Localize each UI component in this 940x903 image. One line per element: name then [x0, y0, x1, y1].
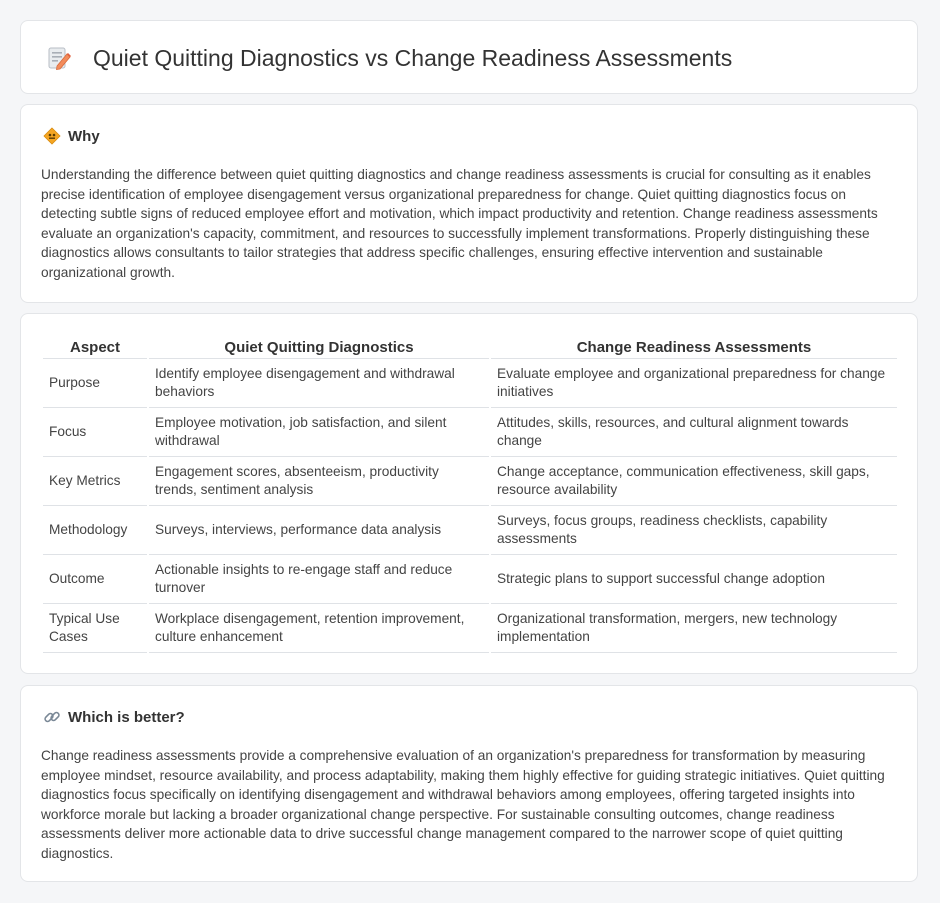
table-row [43, 359, 897, 408]
table-row [43, 408, 897, 457]
cell-change-readiness: Organizational transformation, mergers, new technology implementation [491, 604, 897, 653]
better-heading: Which is better? [68, 708, 185, 726]
title-row [45, 43, 732, 73]
document-pencil-icon [45, 44, 73, 72]
cell-quiet-quitting: Engagement scores, absenteeism, productivity trends, sentiment analysis [149, 457, 489, 506]
cell-aspect: Typical Use Cases [43, 604, 147, 653]
table-header-row [43, 336, 897, 359]
cell-change-readiness: Evaluate employee and organizational preparedness for change initiatives [491, 359, 897, 408]
cell-aspect: Outcome [43, 555, 147, 604]
cell-aspect: Key Metrics [43, 457, 147, 506]
header-change-readiness: Change Readiness Assessments [491, 336, 897, 359]
table-row [43, 506, 897, 555]
cell-quiet-quitting: Identify employee disengagement and withdrawal behaviors [149, 359, 489, 408]
link-icon [43, 708, 61, 726]
cell-aspect: Methodology [43, 506, 147, 555]
cell-change-readiness: Change acceptance, communication effectiveness, skill gaps, resource availability [491, 457, 897, 506]
cell-quiet-quitting: Surveys, interviews, performance data analysis [149, 506, 489, 555]
cell-aspect: Purpose [43, 359, 147, 408]
why-section [20, 104, 918, 303]
cell-quiet-quitting: Workplace disengagement, retention improvement, culture enhancement [149, 604, 489, 653]
why-heading: Why [68, 127, 100, 145]
table-row [43, 555, 897, 604]
header-aspect: Aspect [43, 336, 147, 359]
better-header [43, 708, 185, 726]
which-is-better-section [20, 685, 918, 882]
cell-aspect: Focus [43, 408, 147, 457]
table-row [43, 457, 897, 506]
cell-change-readiness: Attitudes, skills, resources, and cultural alignment towards change [491, 408, 897, 457]
cell-quiet-quitting: Employee motivation, job satisfaction, and silent withdrawal [149, 408, 489, 457]
comparison-table-card [20, 313, 918, 674]
why-body: Understanding the difference between quiet quitting diagnostics and change readiness assessments is crucial for consulting as it enables precise identification of employee disengagement versus organizational preparedness for change. Quiet quitting diagnostics focus on detecting subtle signs of reduced employee effort and motivation, which impact productivity and retention. Change readiness assessments evaluate an organization's capacity, commitment, and resources to successfully implement transformations. Properly distinguishing these diagnostics allows consultants to tailor strategies that address specific challenges, ensuring effective intervention and sustainable organizational growth. [41, 167, 878, 280]
cell-change-readiness: Surveys, focus groups, readiness checklists, capability assessments [491, 506, 897, 555]
better-body: Change readiness assessments provide a comprehensive evaluation of an organization's preparedness for transformation by measuring employee mindset, resource availability, and process adaptability, making them highly effective for guiding strategic initiatives. Quiet quitting diagnostics focus specifically on identifying disengagement and withdrawal behaviors among employees, offering targeted insights into workforce morale but lacking a broader organizational change perspective. For sustainable consulting outcomes, change readiness assessments deliver more actionable data to drive successful change management compared to the narrower scope of quiet quitting diagnostics. [41, 748, 885, 861]
table-row [43, 604, 897, 653]
cell-quiet-quitting: Actionable insights to re-engage staff and reduce turnover [149, 555, 489, 604]
page-title: Quiet Quitting Diagnostics vs Change Readiness Assessments [93, 45, 733, 71]
header-quiet-quitting: Quiet Quitting Diagnostics [149, 336, 489, 359]
comparison-table [41, 336, 899, 653]
why-header [43, 127, 100, 145]
diamond-sign-icon [43, 127, 61, 145]
title-card [20, 20, 918, 94]
cell-change-readiness: Strategic plans to support successful change adoption [491, 555, 897, 604]
